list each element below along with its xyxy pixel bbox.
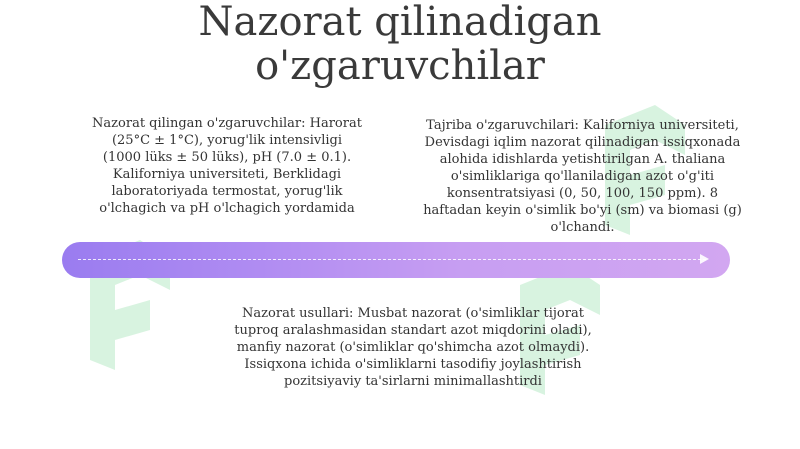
timeline-bar [62,242,730,278]
arrow-right-icon [700,254,709,264]
page-title-line-1: Nazorat qilinadigan [198,0,602,45]
experimental-variables-text: Tajriba o'zgaruvchilari: Kaliforniya universiteti, Devisdagi iqlim nazorat qilinadigan issiqxonada alohida idishlarda yetishtirilgan A. thaliana o'simliklariga qo'llaniladigan azot o'g'iti konsentratsiyasi (0, 50, 100, 150 ppm). 8 haftadan keyin o'simlik bo'yi (sm) va biomasi (g) o'lchandi. [423,118,742,235]
page-title-line-2: o'zgaruvchilar [255,43,545,89]
page-title [0,0,800,88]
control-methods-text: Nazorat usullari: Musbat nazorat (o'simliklar tijorat tuproq aralashmasidan standart azot miqdorini oladi), manfiy nazorat (o'simliklar qo'shimcha azot olmaydi). Issiqxona ichida o'simliklarni tasodifiy joylashtirish pozitsiyaviy ta'sirlarni minimallashtirdi [234,306,592,389]
controlled-variables-text: Nazorat qilingan o'zgaruvchilar: Harorat (25°C ± 1°C), yorug'lik intensivligi (1000 lüks ± 50 lüks), pH (7.0 ± 0.1). Kaliforniya universiteti, Berklidagi laboratoriyada termostat, yorug'lik o'lchagich va pH o'lchagich yordamida [92,116,362,216]
timeline-dashed-line [78,259,706,260]
